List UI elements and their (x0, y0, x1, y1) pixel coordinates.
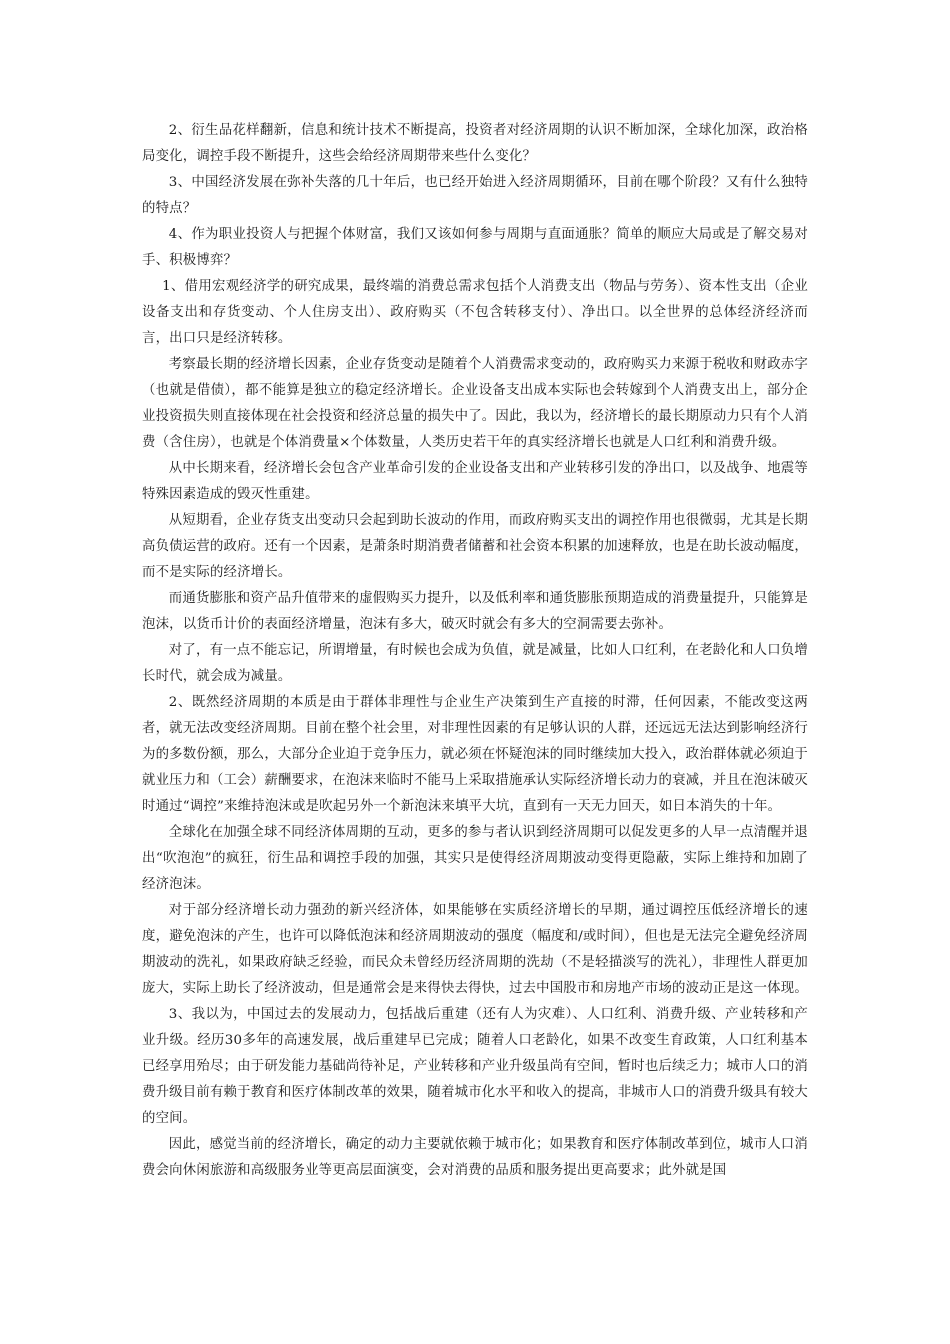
paragraph-q4: 4、作为职业投资人与把握个体财富，我们又该如何参与周期与直面通胀？简单的顺应大局或是了解交易对手、积极博弈？ (142, 227, 808, 268)
paragraph-negative-increment: 对了，有一点不能忘记，所谓增量，有时候也会成为负值，就是减量，比如人口红利，在老龄化和人口负增长时代，就会成为减量。 (142, 643, 808, 684)
paragraph-longterm-growth: 考察最长期的经济增长因素，企业存货变动是随着个人消费需求变动的，政府购买力来源于税收和财政赤字（也就是借债），都不能算是独立的稳定经济增长。企业设备支出成本实际也会转嫁到个人消费支出上，部分企业投资损失则直接体现在社会投资和经济总量的损失中了。因此，我以为，经济增长的最长期原动力只有个人消费（含住房），也就是个体消费量×个体数量，人类历史若干年的真实经济增长也就是人口红利和消费升级。 (142, 357, 808, 450)
paragraph-emerging-economies: 对于部分经济增长动力强劲的新兴经济体，如果能够在实质经济增长的早期，通过调控压低经济增长的速度，避免泡沫的产生，也许可以降低泡沫和经济周期波动的强度（幅度和/或时间），但也是无法完全避免经济周期波动的洗礼，如果政府缺乏经验，而民众未曾经历经济周期的洗劫（不是轻描淡写的洗礼），非理性人群更加庞大，实际上助长了经济波动，但是通常会是来得快去得快，过去中国股市和房地产市场的波动正是这一体现。 (142, 903, 808, 996)
paragraph-urbanization: 因此，感觉当前的经济增长，确定的动力主要就依赖于城市化；如果教育和医疗体制改革到位，城市人口消费会向休闲旅游和高级服务业等更高层面演变，会对消费的品质和服务提出更高要求；此外就是国 (142, 1137, 808, 1178)
paragraph-answer-1: 1、借用宏观经济学的研究成果，最终端的消费总需求包括个人消费支出（物品与劳务）、资本性支出（企业设备支出和存货变动、个人住房支出）、政府购买（不包含转移支付）、净出口。以全世界的总体经济经济而言，出口只是经济转移。 (142, 279, 808, 346)
paragraph-globalization: 全球化在加强全球不同经济体周期的互动，更多的参与者认识到经济周期可以促发更多的人早一点清醒并退出“吹泡泡”的疯狂，衍生品和调控手段的加强，其实只是使得经济周期波动变得更隐蔽，实际上维持和加剧了经济泡沫。 (142, 825, 808, 892)
paragraph-inflation-bubble: 而通货膨胀和资产品升值带来的虚假购买力提升，以及低利率和通货膨胀预期造成的消费量提升，只能算是泡沫，以货币计价的表面经济增量，泡沫有多大，破灭时就会有多大的空洞需要去弥补。 (142, 591, 808, 632)
paragraph-q3: 3、中国经济发展在弥补失落的几十年后，也已经开始进入经济周期循环，目前在哪个阶段？又有什么独特的特点？ (142, 175, 808, 216)
paragraph-midterm-growth: 从中长期来看，经济增长会包含产业革命引发的企业设备支出和产业转移引发的净出口，以及战争、地震等特殊因素造成的毁灭性重建。 (142, 461, 808, 502)
paragraph-answer-3: 3、我以为，中国过去的发展动力，包括战后重建（还有人为灾难）、人口红利、消费升级、产业转移和产业升级。经历30多年的高速发展，战后重建早已完成；随着人口老龄化，如果不改变生育政策，人口红利基本已经享用殆尽；由于研发能力基础尚待补足，产业转移和产业升级虽尚有空间，暂时也后续乏力；城市人口的消费升级目前有赖于教育和医疗体制改革的效果，随着城市化水平和收入的提高，非城市人口的消费升级具有较大的空间。 (142, 1007, 808, 1126)
paragraph-q2: 2、衍生品花样翻新，信息和统计技术不断提高，投资者对经济周期的认识不断加深，全球化加深，政治格局变化，调控手段不断提升，这些会给经济周期带来些什么变化？ (142, 123, 808, 164)
paragraph-answer-2: 2、既然经济周期的本质是由于群体非理性与企业生产决策到生产直接的时滞，任何因素，不能改变这两者，就无法改变经济周期。目前在整个社会里，对非理性因素的有足够认识的人群，还远远无法达到影响经济行为的多数份额，那么，大部分企业迫于竞争压力，就必须在怀疑泡沫的同时继续加大投入，政治群体就必须迫于就业压力和（工会）薪酬要求，在泡沫来临时不能马上采取措施承认实际经济增长动力的衰减，并且在泡沫破灭时通过“调控”来维持泡沫或是吹起另外一个新泡沫来填平大坑，直到有一天无力回天，如日本消失的十年。 (142, 695, 808, 814)
paragraph-shortterm-growth: 从短期看，企业存货支出变动只会起到助长波动的作用，而政府购买支出的调控作用也很微弱，尤其是长期高负债运营的政府。还有一个因素，是萧条时期消费者储蓄和社会资本积累的加速释放，也是在助长波动幅度，而不是实际的经济增长。 (142, 513, 808, 580)
